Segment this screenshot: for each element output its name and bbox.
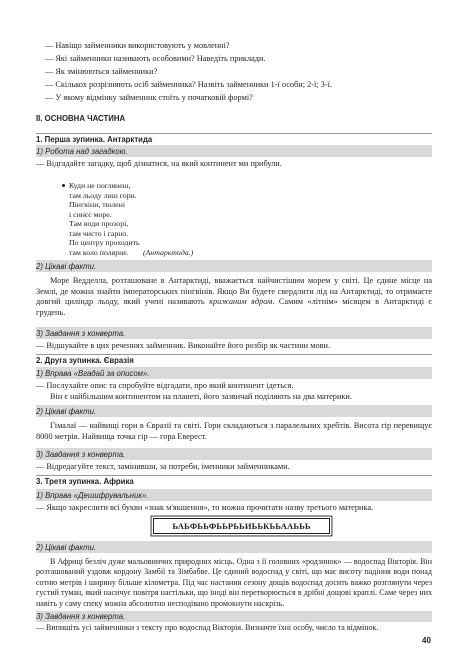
- fact-paragraph: [36, 557, 432, 609]
- task-title: 3) Завдання з конверта.: [36, 329, 126, 338]
- riddle-line: Куди не поглянеш,: [69, 181, 131, 190]
- intro-question: — Які займенники називають особовими? Наведіть приклади.: [45, 54, 266, 63]
- divider: [36, 475, 432, 476]
- riddle-line: і синєє море.: [69, 209, 112, 219]
- task-text: Він є найбільшим континентом на планеті, його зазвичай поділяють на два материки.: [50, 392, 352, 401]
- cipher-box: ЬАЬФЬЬФЬЬРЬЬИЬЬКЬЬААЬЬЬ: [153, 518, 330, 534]
- fact-text: Море Ведделла, розташоване в Антарктиді, вважається найчистішим морем у світі. Це єдине місце на Землі, де можна знайти імператорських пінгвінів. Якщо Ви будете свердлити лід на Антарктиді, то отримаєте довгий циліндр льоду, який учені називають: [36, 276, 432, 307]
- fact-paragraph: [36, 276, 432, 318]
- task-title: 2) Цікаві факти.: [36, 262, 97, 271]
- riddle-line: там льоду лиш гори.: [69, 190, 137, 200]
- task-text: — Відредагуйте текст, замінивши, за потреби, іменники займенниками.: [36, 462, 290, 471]
- riddle-line: там коло полярне.: [69, 247, 129, 257]
- intro-question: — Як змінюються займенники?: [45, 67, 158, 76]
- task-title: 1) Робота над загадкою.: [36, 147, 128, 156]
- fact-term: крижаним ядром: [209, 297, 273, 307]
- task-text: — Послухайте опис та спробуйте відгадати, про який континент ідеться.: [36, 381, 294, 390]
- task-title: 3) Завдання з конверта.: [36, 450, 126, 459]
- fact-text: Гімалаї — найвищі гори в Євразії та світі. Гори складаються з паралельних хребтів. Висота гір перевищує 8000 метрів. Найвища точка гір — гора Еверест.: [36, 421, 432, 441]
- riddle-answer: (Антарктида.): [143, 247, 194, 257]
- riddle-line: там чисто і гарно.: [69, 228, 129, 238]
- divider: [36, 354, 432, 355]
- stop-heading: 2. Друга зупинка. Євразія: [36, 356, 134, 365]
- task-title: 3) Завдання з конверта.: [36, 612, 126, 621]
- task-text: — Відшукайте в цих реченнях займенник. Виконайте його розбір як частини мови.: [36, 341, 331, 350]
- riddle-line: Там води прозорі,: [69, 219, 129, 228]
- task-title: 1) Вправа «Дешифрувальник».: [36, 491, 149, 500]
- stop-heading: 1. Перша зупинка. Антарктида: [36, 135, 153, 144]
- page-number: 40: [422, 636, 431, 645]
- fact-paragraph: [36, 421, 432, 442]
- task-text: — Якщо закреслити всі букви «знак м'якшення», то можна прочитати назву третього материка.: [36, 503, 374, 512]
- task-text: [36, 623, 416, 633]
- task-title: 1) Вправа «Вгадай за описом».: [36, 369, 150, 378]
- riddle-line: По центру проходить: [69, 238, 140, 247]
- task-text: — Відгадайте загадку, щоб дізнатися, на який континент ми прибули.: [36, 159, 282, 168]
- stop-heading: 3. Третя зупинка. Африка: [36, 477, 134, 486]
- intro-question: — Навіщо займенники використовують у мовленні?: [45, 41, 230, 50]
- divider: [36, 133, 432, 134]
- intro-question: — Скількох розрізняють осіб займенника? Назвіть займенники 1-ї особи; 2-ї; 3-ї.: [45, 80, 332, 89]
- fact-text: В Африці безліч дуже мальовничих природних місць. Одна з її головних «родзинок» — водоспад Вікторія. Він розташований уздовж кордону Замбії та Зімбабве. Це єдиний водоспад у світі, що має висоту падіння води понад сотню метрів і ширину більше кілометра. Під час настання сезону дощів водоспад досить важко розглянути через густий туман, який насичує повітря настільки, що іноді він перетворюється в дрібні дощові краплі. Саме через них навіть у саму спеку можна абсолютно несподівано промокнути наскрізь.: [36, 557, 432, 608]
- section-heading: II. ОСНОВНА ЧАСТИНА: [36, 114, 126, 123]
- fact-text: . Самим «літнім» місяцем в Антарктиді є грудень.: [36, 297, 432, 317]
- riddle-line: Пінгвіни, тюлені: [69, 200, 125, 209]
- task-text-content: — Випишіть усі займенники з тексту про водоспад Вікторія. Визначте їхні особу, число та відмінок.: [36, 623, 379, 632]
- bullet-icon: [62, 184, 65, 187]
- task-title: 2) Цікаві факти.: [36, 407, 97, 416]
- intro-question: — У якому відмінку займенник стоїть у початковій формі?: [45, 93, 253, 102]
- task-title: 2) Цікаві факти.: [36, 543, 97, 552]
